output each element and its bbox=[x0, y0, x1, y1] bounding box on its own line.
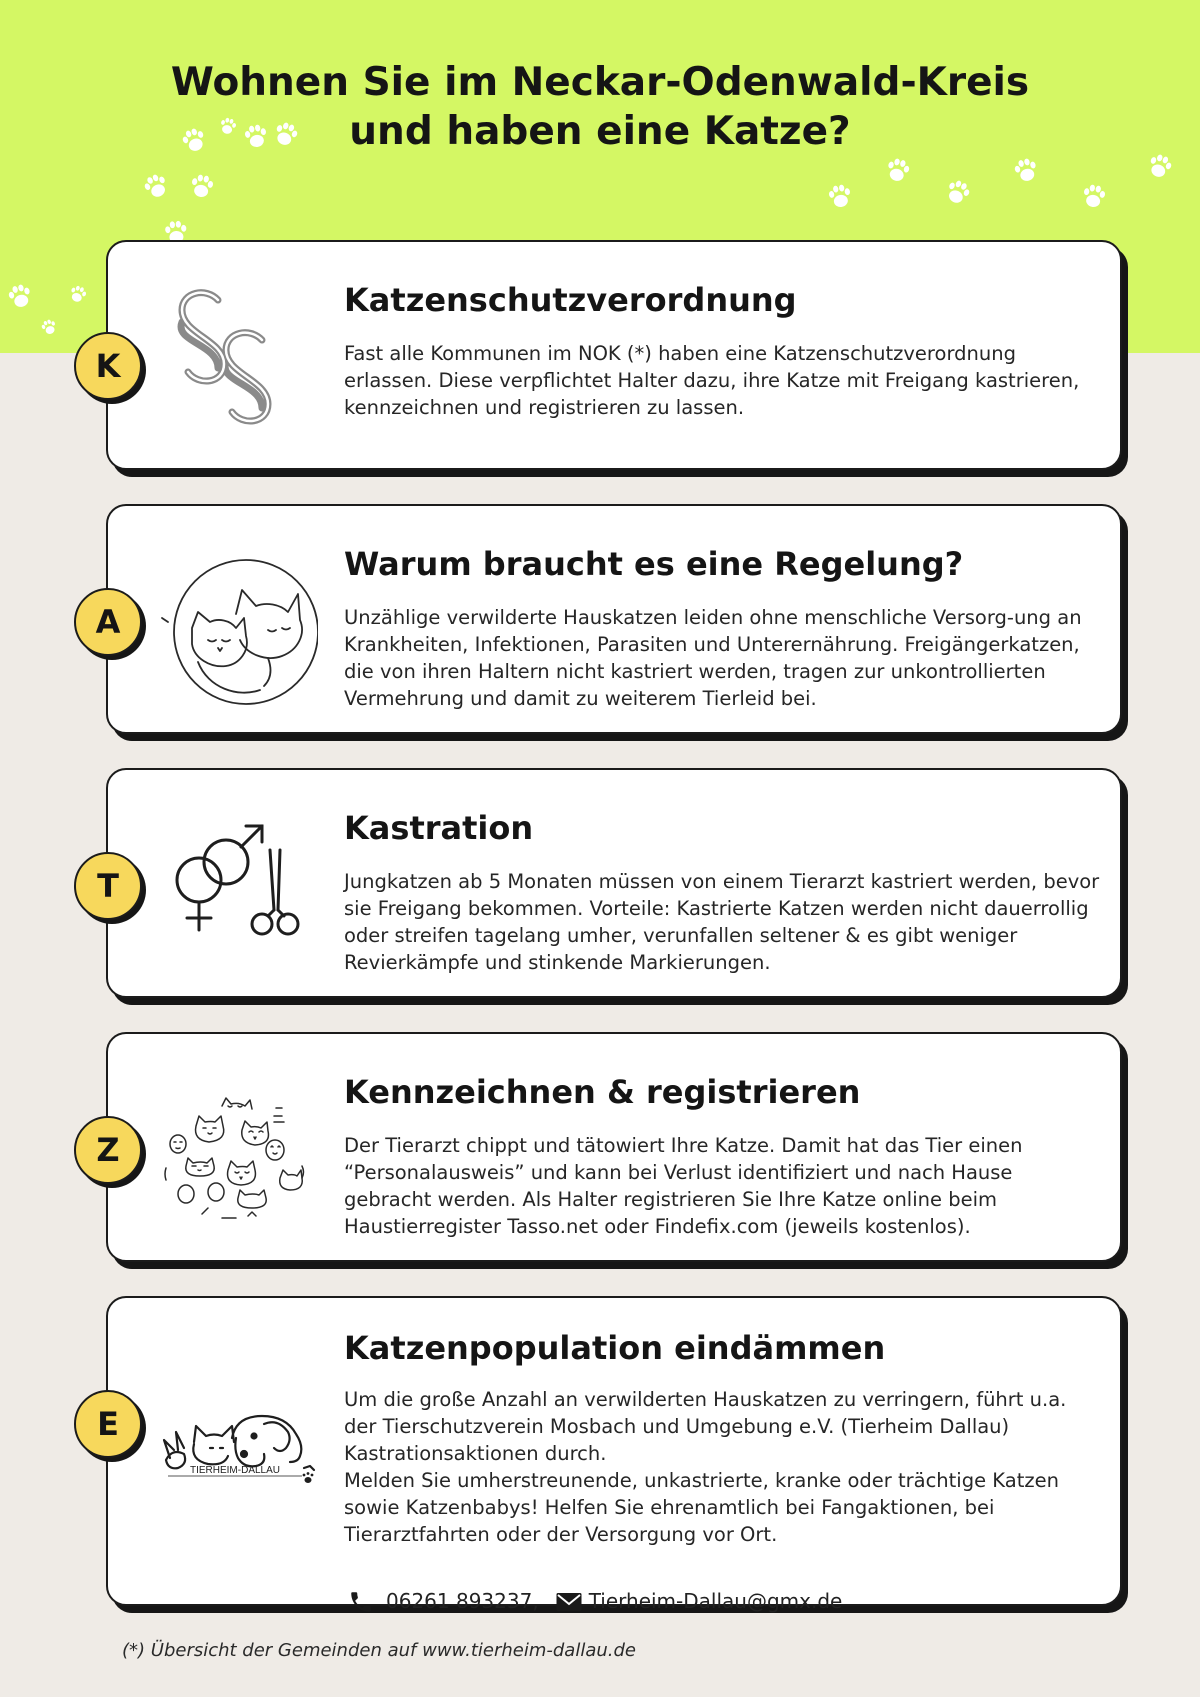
phone-icon bbox=[348, 1589, 374, 1615]
card-text: Fast alle Kommunen im NOK (*) haben eine Katzenschutzverordnung erlassen. Diese verpflichtet Halter dazu, ihre Katze mit Freigang kastrieren, kennzeichnen und registrieren zu lassen. bbox=[344, 342, 1080, 419]
card-title: Warum braucht es eine Regelung? bbox=[344, 545, 964, 583]
email-address[interactable]: Tierheim-Dallau@gmx.de bbox=[588, 1589, 843, 1613]
card-title: Kastration bbox=[344, 809, 534, 847]
card-regelung bbox=[95, 504, 1122, 734]
card-kennzeichnen bbox=[96, 1032, 1122, 1262]
cat-faces-pattern-icon bbox=[162, 1086, 312, 1226]
gender-symbols-scissors-icon bbox=[174, 820, 314, 950]
paw-print-icon bbox=[186, 170, 218, 202]
card-text-2: Melden Sie umherstreunende, unkastrierte, kranke oder trächtige Katzen sowie Katzenbabys! Helfen Sie ehrenamtlich bei Fangaktionen, bei Tierarztfahrten oder der Versorgung vor Ort. bbox=[344, 1469, 1059, 1546]
card-title: Katzenpopulation eindämmen bbox=[344, 1329, 886, 1367]
page-title-line-1: Wohnen Sie im Neckar-Odenwald-Kreis bbox=[170, 60, 1030, 105]
paw-print-icon bbox=[824, 180, 856, 212]
card-text: Der Tierarzt chippt und tätowiert Ihre Katze. Damit hat das Tier einen “Personalausweis” und kann bei Verlust identifiziert und nach Hause gebracht werden. Als Halter registrieren Sie Ihre Katze online beim Haustierregister Tasso.net oder Findefix.com (jeweils kostenlos). bbox=[344, 1134, 1023, 1238]
paw-print-icon bbox=[1078, 180, 1110, 212]
cuddling-cats-icon bbox=[148, 558, 318, 708]
letter-badge: Z bbox=[74, 1116, 142, 1184]
envelope-icon bbox=[555, 1591, 583, 1613]
letter-badge: T bbox=[74, 852, 142, 920]
letter-badge: E bbox=[74, 1390, 142, 1458]
footnote: (*) Übersicht der Gemeinden auf www.tierheim-dallau.de bbox=[122, 1640, 636, 1661]
logo-text: TIERHEIM-DALLAU bbox=[189, 1465, 281, 1476]
card-title: Katzenschutzverordnung bbox=[344, 281, 797, 319]
paw-print-icon bbox=[240, 120, 272, 152]
card-katzenschutzverordnung bbox=[95, 240, 1122, 470]
page-title-line-2: und haben eine Katze? bbox=[349, 109, 851, 154]
card-kastration bbox=[97, 768, 1122, 998]
phone-number[interactable]: 06261 893237, bbox=[386, 1589, 539, 1613]
card-text: Unzählige verwilderte Hauskatzen leiden ohne menschliche Versorg-ung an Krankheiten, Infektionen, Parasiten und Unterernährung. Freigängerkatzen, die von ihren Haltern nicht kastriert werden, tragen zur unkontrollierten Vermehrung und damit zu weiterem Tierleid bei. bbox=[344, 606, 1082, 710]
letter-badge: K bbox=[74, 332, 142, 400]
contact-line bbox=[344, 1588, 842, 1615]
card-title: Kennzeichnen & registrieren bbox=[344, 1073, 861, 1111]
paragraph-sign-icon bbox=[168, 282, 308, 432]
tierheim-dallau-logo bbox=[154, 1398, 324, 1498]
card-katzenpopulation bbox=[97, 1296, 1122, 1613]
letter-badge: A bbox=[74, 588, 142, 656]
card-text: Um die große Anzahl an verwilderten Hauskatzen zu verringern, führt u.a. der Tierschutzverein Mosbach und Umgebung e.V. (Tierheim Dallau) Kastrationsaktionen durch. bbox=[344, 1388, 1067, 1465]
card-text: Jungkatzen ab 5 Monaten müssen von einem Tierarzt kastriert werden, bevor sie Freigang bekommen. Vorteile: Kastrierte Katzen werden nicht dauerrollig oder streifen tagelang umher, verunfallen seltener & es gibt weniger Revierkämpfe und stinkende Markierungen. bbox=[344, 870, 1100, 974]
